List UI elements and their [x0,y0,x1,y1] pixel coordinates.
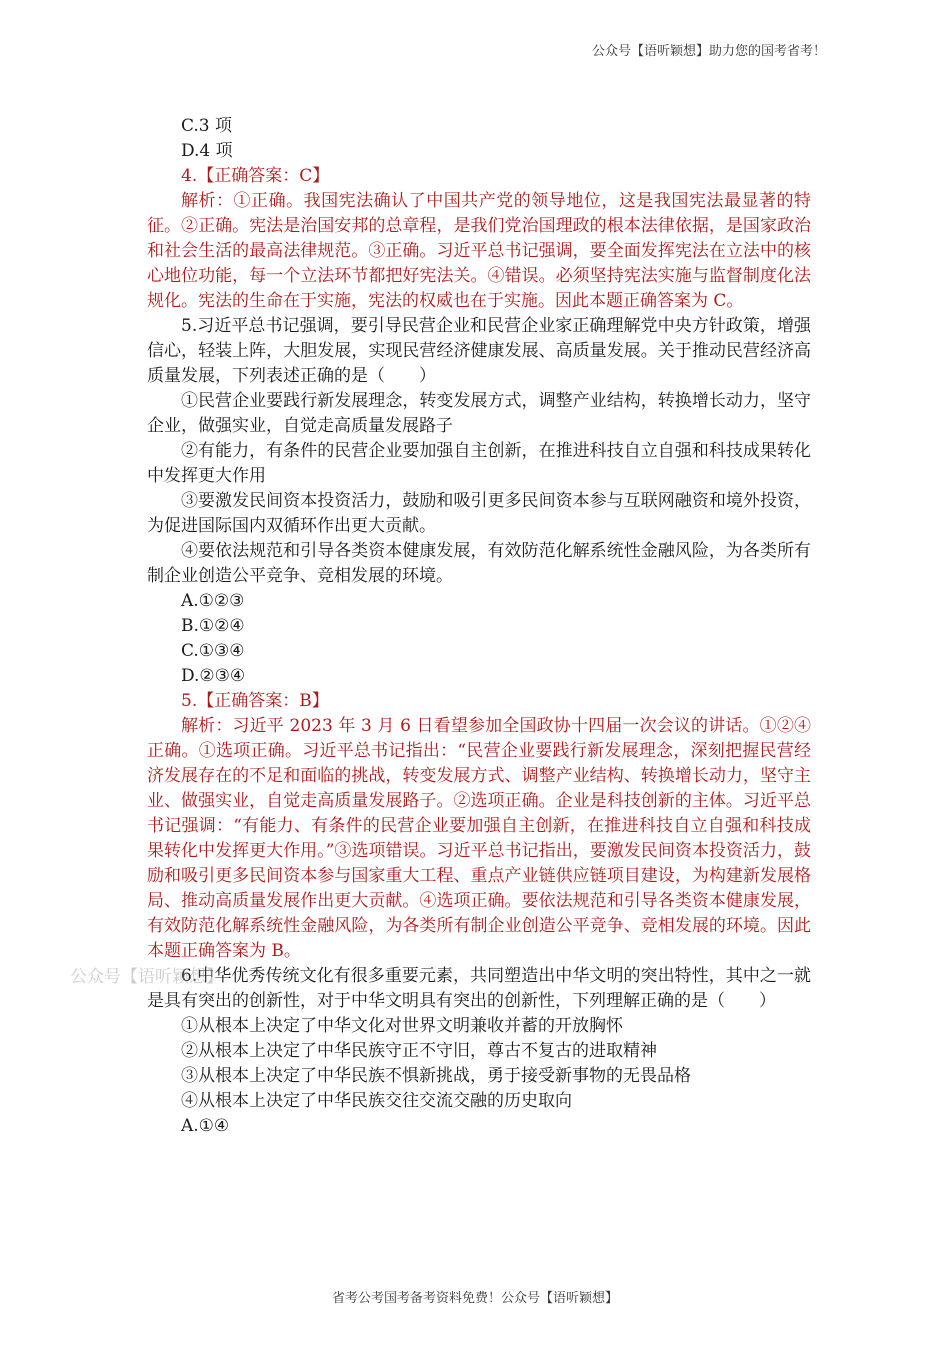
question-paragraph: ③从根本上决定了中华民族不惧新挑战，勇于接受新事物的无畏品格 [181,1066,691,1086]
question-paragraph: D.②③④ [181,666,246,686]
question-paragraph: A.①②③ [181,591,245,611]
question-paragraph: A.①④ [181,1116,230,1136]
watermark-text: 公众号【语听颖想】 [70,967,223,987]
question-paragraph: ④要依法规范和引导各类资本健康发展，有效防范化解系统性金融风险，为各类所有制企业创造公平竞争、竞相发展的环境。 [147,541,811,586]
question-paragraph: 5.习近平总书记强调，要引导民营企业和民营企业家正确理解党中央方针政策，增强信心，轻装上阵，大胆发展，实现民营经济健康发展、高质量发展。关于推动民营经济高质量发展，下列表述正确的是（ ） [147,316,811,386]
question-paragraph: ④从根本上决定了中华民族交往交流交融的历史取向 [181,1091,572,1111]
answer-paragraph: 解析：①正确。我国宪法确认了中国共产党的领导地位，这是我国宪法最显著的特征。②正确。宪法是治国安邦的总章程，是我们党治国理政的根本法律依据，是国家政治和社会生活的最高法律规范。③正确。习近平总书记强调，要全面发挥宪法在立法中的核心地位功能，每一个立法环节都把好宪法关。④错误。必须坚持宪法实施与监督制度化法规化。宪法的生命在于实施，宪法的权威也在于实施。因此本题正确答案为 C。 [147,191,811,311]
question-paragraph: C.3 项 [181,116,233,136]
question-paragraph: ①民营企业要践行新发展理念，转变发展方式，调整产业结构，转换增长动力，坚守企业，做强实业，自觉走高质量发展路子 [147,391,811,436]
page-header: 公众号【语听颖想】助力您的国考省考！ [591,44,826,59]
question-paragraph: B.①②④ [181,616,245,636]
question-paragraph: 6.中华优秀传统文化有很多重要元素，共同塑造出中华文明的突出特性，其中之一就是具有突出的创新性，对于中华文明具有突出的创新性，下列理解正确的是（ ） [147,966,811,1011]
question-paragraph: ③要激发民间资本投资活力，鼓励和吸引更多民间资本参与互联网融资和境外投资，为促进国际国内双循环作出更大贡献。 [147,491,811,536]
question-paragraph: C.①③④ [181,641,245,661]
document-body [147,114,811,1139]
question-paragraph: ①从根本上决定了中华文化对世界文明兼收并蓄的开放胸怀 [181,1016,623,1036]
question-paragraph: ②有能力，有条件的民营企业要加强自主创新，在推进科技自立自强和科技成果转化中发挥更大作用 [147,441,811,486]
answer-paragraph: 4.【正确答案：C】 [181,166,330,186]
question-paragraph: ②从根本上决定了中华民族守正不守旧，尊古不复古的进取精神 [181,1041,657,1061]
page-footer: 省考公考国考备考资料免费！公众号【语听颖想】 [331,1291,618,1306]
answer-paragraph: 解析：习近平 2023 年 3 月 6 日看望参加全国政协十四届一次会议的讲话。①②④正确。①选项正确。习近平总书记指出：“民营企业要践行新发展理念，深刻把握民营经济发展存在的不足和面临的挑战，转变发展方式、调整产业结构、转换增长动力，坚守主业、做强实业，自觉走高质量发展路子。②选项正确。企业是科技创新的主体。习近平总书记强调：“有能力、有条件的民营企业要加强自主创新，在推进科技自立自强和科技成果转化中发挥更大作用。”③选项错误。习近平总书记指出，要激发民间资本投资活力，鼓励和吸引更多民间资本参与国家重大工程、重点产业链供应链项目建设，为构建新发展格局、推动高质量发展作出更大贡献。④选项正确。要依法规范和引导各类资本健康发展，有效防范化解系统性金融风险，为各类所有制企业创造公平竞争、竞相发展的环境。因此本题正确答案为 B。 [147,716,811,961]
question-paragraph: D.4 项 [181,141,233,161]
answer-paragraph: 5.【正确答案：B】 [181,691,329,711]
